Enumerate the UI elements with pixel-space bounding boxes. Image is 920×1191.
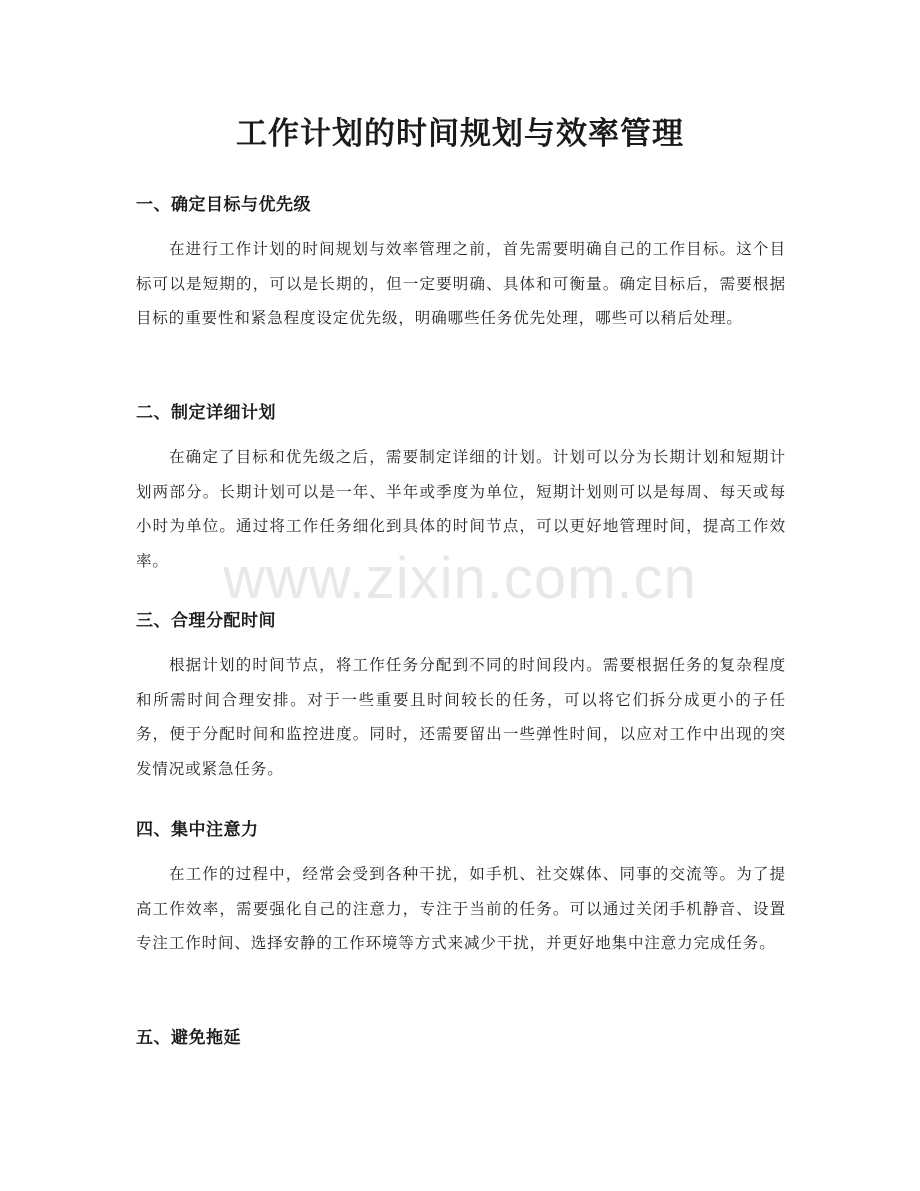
section-heading-4: 四、集中注意力 <box>136 820 259 840</box>
watermark: www.zixin.com.cn <box>223 546 697 611</box>
document-title: 工作计划的时间规划与效率管理 <box>236 116 684 152</box>
section-paragraph-4: 在工作的过程中，经常会受到各种干扰，如手机、社交媒体、同事的交流等。为了提高工作效率，需要强化自己的注意力，专注于当前的任务。可以通过关闭手机静音、设置专注工作时间、选择安静的工作环境等方式来减少干扰，并更好地集中注意力完成任务。 <box>136 865 786 952</box>
section-heading-5: 五、避免拖延 <box>136 1028 241 1048</box>
section-heading-1: 一、确定目标与优先级 <box>136 195 311 215</box>
section-paragraph-1: 在进行工作计划的时间规划与效率管理之前，首先需要明确自己的工作目标。这个目标可以是短期的，可以是长期的，但一定要明确、具体和可衡量。确定目标后，需要根据目标的重要性和紧急程度设定优先级，明确哪些任务优先处理，哪些可以稍后处理。 <box>136 240 786 327</box>
section-paragraph-3: 根据计划的时间节点，将工作任务分配到不同的时间段内。需要根据任务的复杂程度和所需时间合理安排。对于一些重要且时间较长的任务，可以将它们拆分成更小的子任务，便于分配时间和监控进度。同时，还需要留出一些弹性时间，以应对工作中出现的突发情况或紧急任务。 <box>136 656 786 778</box>
section-heading-2: 二、制定详细计划 <box>136 403 276 423</box>
section-paragraph-2: 在确定了目标和优先级之后，需要制定详细的计划。计划可以分为长期计划和短期计划两部分。长期计划可以是一年、半年或季度为单位，短期计划则可以是每周、每天或每小时为单位。通过将工作任务细化到具体的时间节点，可以更好地管理时间，提高工作效率。 <box>136 448 786 570</box>
section-heading-3: 三、合理分配时间 <box>136 611 276 631</box>
